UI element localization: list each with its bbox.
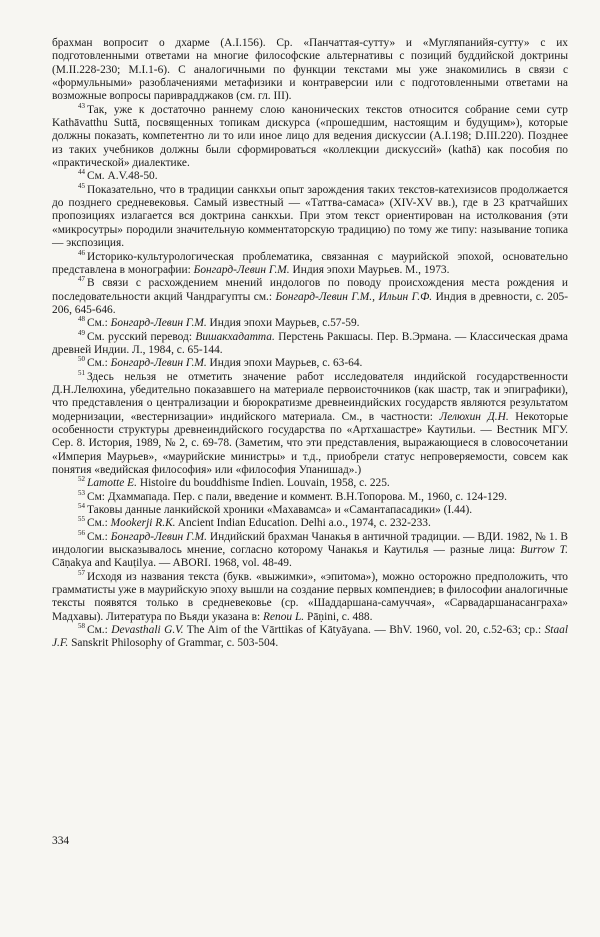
endnote-number: 44 — [78, 168, 85, 177]
endnote — [52, 37, 568, 104]
endnote — [52, 277, 568, 317]
endnote — [52, 517, 568, 530]
endnote — [52, 357, 568, 370]
note-text: Cāṇakya and Kauṭilya. — ABORI. 1968, vol. 48-49. — [52, 557, 292, 570]
endnote — [52, 248, 568, 278]
note-text: Здесь нельзя не отметить значение работ исследователя индийской государственности Д.Н.Лелюхина, убедительно показавшего на материале первоисточников (как шастр, так и эпиграфики), что представления о централизации и бюрократизме древнеиндийских государств являются результатом модернизации, «вестернизации» индийского материала. См., в частности: — [52, 370, 568, 423]
author-name: Mookerji R.K. — [110, 517, 176, 530]
note-text: Некоторые особенности структуры древнеиндийского государства по «Артхашастре» Каутильи. — Вестник МГУ. Сер. 8. История, 1989, № 2, с. 69-78. (Заметим, что эти представления, выражающиеся в словосочетании «Империя Маурьев», «маурийские министры» и т.д., приобрели статус непроверяемости, совсем как понятия «ведийская философия» или «философия Упанишад».) — [52, 410, 569, 476]
author-name: Бонгард-Левин Г.М. — [110, 317, 207, 330]
author-name: Бонгард-Левин Г.М. — [110, 530, 207, 543]
note-text: Индия эпохи Маурьев, с. 63-64. — [206, 357, 363, 370]
note-text: Индия эпохи Маурьев. М., 1973. — [289, 263, 450, 276]
note-text: Pāṇini, с. 488. — [304, 610, 373, 623]
endnote-number: 45 — [78, 181, 85, 190]
author-name: Burrow T. — [520, 544, 568, 557]
page-number: 334 — [52, 835, 70, 847]
note-text: См.: — [87, 624, 112, 637]
note-text: Индийский брахман Чанакья в античной традиции. — ВДИ. 1982, № 1. В индологии высказывалось мнение, согласно которому Чанакья и Каутилья — разные лица: — [52, 530, 568, 557]
note-text: Индия эпохи Маурьев, с.57-59. — [206, 317, 360, 330]
endnote-number: 43 — [78, 101, 85, 110]
endnote — [52, 504, 568, 517]
endnote — [52, 101, 568, 171]
endnote-number: 46 — [78, 248, 85, 257]
endnote — [52, 624, 568, 651]
endnote — [52, 477, 568, 490]
note-text: См.: — [87, 517, 111, 530]
note-text: Так, уже к достаточно раннему слою канонических текстов относится собрание семи сутр Kathāvatthu Suttā, посвященных топикам дискурса («прошедшим, настоящим и будущим»), которые должны показать, компетентно ли то или иное лицо для ведения дискуссии (A.I.198; D.III.220). Позднее из таких учебников должны были сформироваться «коллекции дискуссий» (kathā) как пособия по «практической» диалектике. — [52, 103, 568, 170]
endnote-number: 47 — [78, 275, 85, 284]
endnote-number: 48 — [78, 315, 85, 324]
note-text: См. русский перевод: — [87, 330, 196, 343]
note-text: Histoire du bouddhisme Indien. Louvain, 1958, с. 225. — [137, 477, 390, 490]
endnote-number: 53 — [78, 488, 85, 497]
note-text: В связи с расхождением мнений индологов по поводу происхождения места рождения и последовательности акций Чандрагупты см.: — [52, 277, 568, 303]
note-text: Таковы данные ланкийской хроники «Махавамса» и «Самантапасадики» (I.44). — [87, 504, 473, 517]
note-text: Перстень Ракшасы. Пер. В.Эрмана. — Классическая драма древней Индии. Л., 1984, с. 65-144. — [52, 330, 568, 356]
endnote-number: 58 — [78, 622, 85, 631]
note-text: См.: — [87, 357, 111, 370]
author-name: Лелюхин Д.Н. — [439, 410, 509, 423]
endnote — [52, 568, 568, 624]
note-text: Индия в древности, с. 205-206, 645-646. — [52, 290, 569, 316]
endnote-number: 51 — [78, 368, 85, 377]
author-name: Бонгард-Левин Г.М. — [193, 263, 290, 276]
note-text: брахман вопросит о дхарме (A.I.156). Ср. «Панчаттая-сутту» и «Мугляпанийя-сутту» с их подготовленными ответами на многие философские альтернативы с позиций буддийской доктрины (M.II.228-230; M.I.1-6). С аналогичными по функции текстами мы уже знакомились в связи с «формульными» разоблачениями метафизики и контраверсии или с подготовленными ответами на возможные вопросы париврадджаков (см. гл. III). — [52, 37, 568, 103]
endnote-number: 52 — [78, 475, 85, 484]
note-text: См. A.V.48-50. — [87, 170, 158, 183]
endnote — [52, 328, 568, 358]
author-name: Бонгард-Левин Г.М. — [110, 357, 207, 370]
endnote-number: 49 — [78, 328, 85, 337]
endnote-number: 54 — [78, 502, 85, 511]
endnote-number: 56 — [78, 528, 85, 537]
note-text: См: Дхаммапада. Пер. с пали, введение и коммент. В.Н.Топорова. М., 1960, с. 124-129. — [87, 490, 507, 503]
note-text: Исходя из названия текста (букв. «выжимки», «эпитома»), можно осторожно предположить, что грамматисты уже в маурийскую эпоху вышли на создание первых компендиев; в философии аналогичные тексты появятся только в средневековье (ср. «Шаддаршана-самуччая», «Сарвадаршанасанграха» Мадхавы). Литература по Вьяди указана в: — [52, 570, 568, 623]
endnote — [52, 181, 568, 251]
note-text: The Aim of the Vārttikas of Kātyāyana. — BhV. 1960, vol. 20, с.52-63; ср.: — [183, 624, 545, 637]
endnote — [52, 528, 568, 571]
note-text: Sanskrit Philosophy of Grammar, с. 503-504. — [68, 637, 279, 650]
note-text: См.: — [87, 530, 111, 543]
author-name: Lamotte E. — [87, 477, 137, 490]
endnote — [52, 170, 568, 183]
endnotes-text — [52, 37, 568, 651]
author-name: Devasthali G.V. — [111, 624, 184, 637]
note-text: Показательно, что в традиции санкхьи опыт зарождения таких текстов-катехизисов продолжается до позднего средневековья. Самый известный — «Таттва-самаса» (XIV-XV вв.), где в 23 кратчайших пропозициях излагается вся доктрина санкхьи. При этом текст ориентирован на истолкования (эти «микросутры» породили значительную комментаторскую традицию) по тому же типу: называние топика — экспозиция. — [52, 183, 568, 250]
note-text: Ancient Indian Education. Delhi a.o., 1974, с. 232-233. — [175, 517, 431, 530]
author-name: Renou L. — [263, 610, 305, 623]
author-name: Вишакхадатта. — [195, 330, 275, 343]
endnote-number: 50 — [78, 355, 85, 364]
note-text: См.: — [87, 317, 111, 330]
endnote-number: 57 — [78, 568, 85, 577]
author-name: Бонгард-Левин Г.М., Ильин Г.Ф. — [275, 290, 433, 303]
endnote-number: 55 — [78, 515, 85, 524]
author-name: Staal J.F. — [52, 624, 569, 650]
endnote — [52, 488, 568, 504]
endnote — [52, 368, 569, 478]
endnote — [52, 317, 568, 330]
note-text: Историко-культурологическая проблематика, связанная с маурийской эпохой, основательно представлена в монографии: — [52, 250, 568, 276]
